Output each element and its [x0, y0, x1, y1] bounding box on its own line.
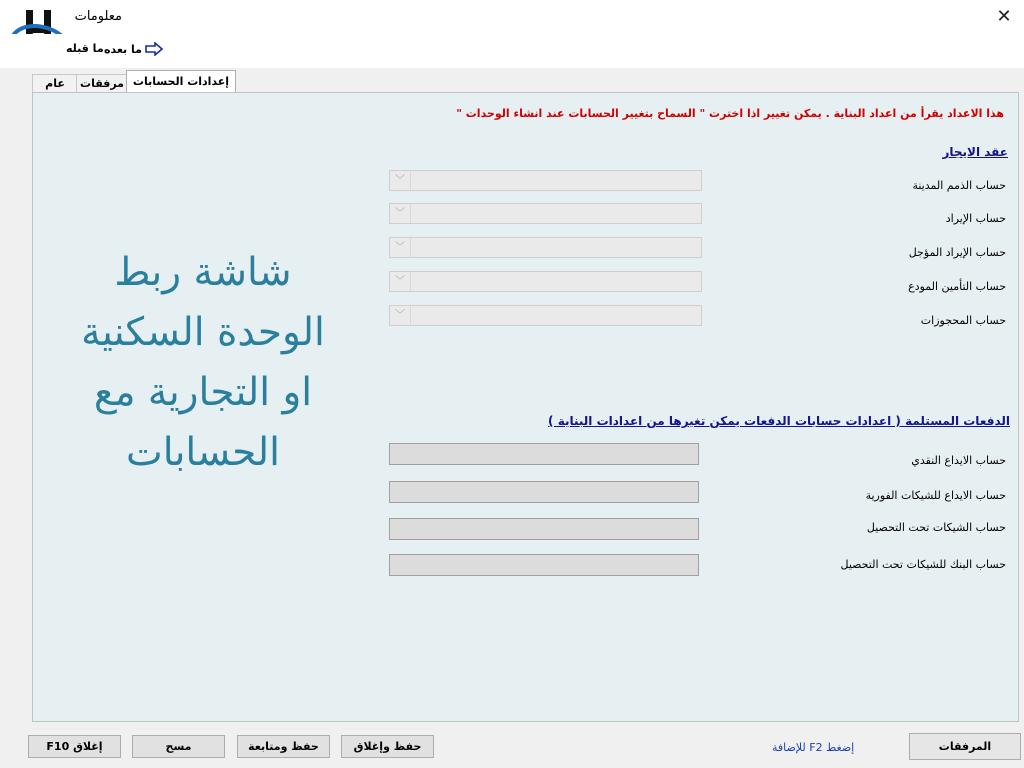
- next-label: ما بعده: [104, 42, 142, 56]
- chevron-down-icon[interactable]: ﹀: [390, 272, 411, 291]
- next-button[interactable]: [104, 42, 163, 56]
- label-deposit: حساب التأمين المودع: [908, 280, 1006, 293]
- overlay-line: شاشة ربط: [114, 250, 292, 295]
- save-close-button[interactable]: حفظ وإغلاق: [341, 735, 434, 758]
- close-button[interactable]: إغلاق F10: [28, 735, 121, 758]
- label-reservations: حساب المحجوزات: [920, 314, 1006, 327]
- add-hint: إضغط F2 للإضافة: [772, 741, 855, 754]
- lease-section-title: عقد الايجار: [942, 145, 1008, 159]
- label-receivables: حساب الذمم المدينة: [912, 179, 1006, 192]
- field-cash-deposit[interactable]: [389, 443, 699, 465]
- close-icon[interactable]: ✕: [996, 6, 1012, 27]
- attachments-button[interactable]: المرفقات: [909, 733, 1021, 760]
- field-bank-cheques[interactable]: [389, 554, 699, 576]
- save-continue-button[interactable]: حفظ ومتابعة: [237, 735, 330, 758]
- bottom-bar: [0, 722, 1024, 768]
- prev-button[interactable]: [66, 42, 104, 55]
- field-instant-cheques[interactable]: [389, 481, 699, 503]
- toolbar: [0, 34, 1024, 68]
- info-note: هذا الاعداد يقرأ من اعداد البناية . يمكن تغيير اذا اخترت " السماح بتغيير الحسابات عند انشاء الوحدات ": [456, 107, 1004, 120]
- overlay-caption: [73, 243, 333, 483]
- combo-reservations[interactable]: [389, 305, 702, 326]
- chevron-down-icon[interactable]: ﹀: [390, 306, 411, 325]
- tab-attachments[interactable]: مرفقات: [76, 74, 128, 93]
- prev-label: ما قبله: [66, 42, 104, 55]
- tab-general[interactable]: عام: [32, 74, 78, 93]
- chevron-down-icon[interactable]: ﹀: [390, 171, 411, 190]
- field-cheques-under-collection[interactable]: [389, 518, 699, 540]
- window-title: معلومات: [74, 9, 122, 24]
- chevron-down-icon[interactable]: ﹀: [390, 204, 411, 223]
- title-bar: [0, 0, 1024, 34]
- chevron-down-icon[interactable]: ﹀: [390, 238, 411, 257]
- arrow-right-icon: [145, 42, 163, 56]
- overlay-line: الوحدة السكنية: [81, 310, 325, 355]
- label-bank-cheques: حساب البنك للشيكات تحت التحصيل: [840, 558, 1006, 571]
- label-cheques-under-collection: حساب الشيكات تحت التحصيل: [866, 521, 1006, 534]
- clear-button[interactable]: مسح: [132, 735, 225, 758]
- tab-account-settings[interactable]: إعدادات الحسابات: [126, 70, 236, 93]
- account-settings-panel: [32, 92, 1019, 722]
- combo-revenue[interactable]: [389, 203, 702, 224]
- label-deferred-revenue: حساب الإيراد المؤجل: [908, 246, 1006, 259]
- combo-deferred-revenue[interactable]: [389, 237, 702, 258]
- combo-deposit[interactable]: [389, 271, 702, 292]
- combo-receivables[interactable]: [389, 170, 702, 191]
- overlay-line: الحسابات: [125, 430, 281, 475]
- label-revenue: حساب الإيراد: [945, 212, 1006, 225]
- payments-section-title: الدفعات المستلمة ( اعدادات حسابات الدفعات يمكن تغيرها من اعدادات البناية ): [548, 414, 1010, 428]
- label-cash-deposit: حساب الايداع النقدي: [911, 454, 1006, 467]
- label-instant-cheques: حساب الايداع للشيكات الفورية: [865, 489, 1006, 502]
- overlay-line: او التجارية مع: [93, 370, 313, 415]
